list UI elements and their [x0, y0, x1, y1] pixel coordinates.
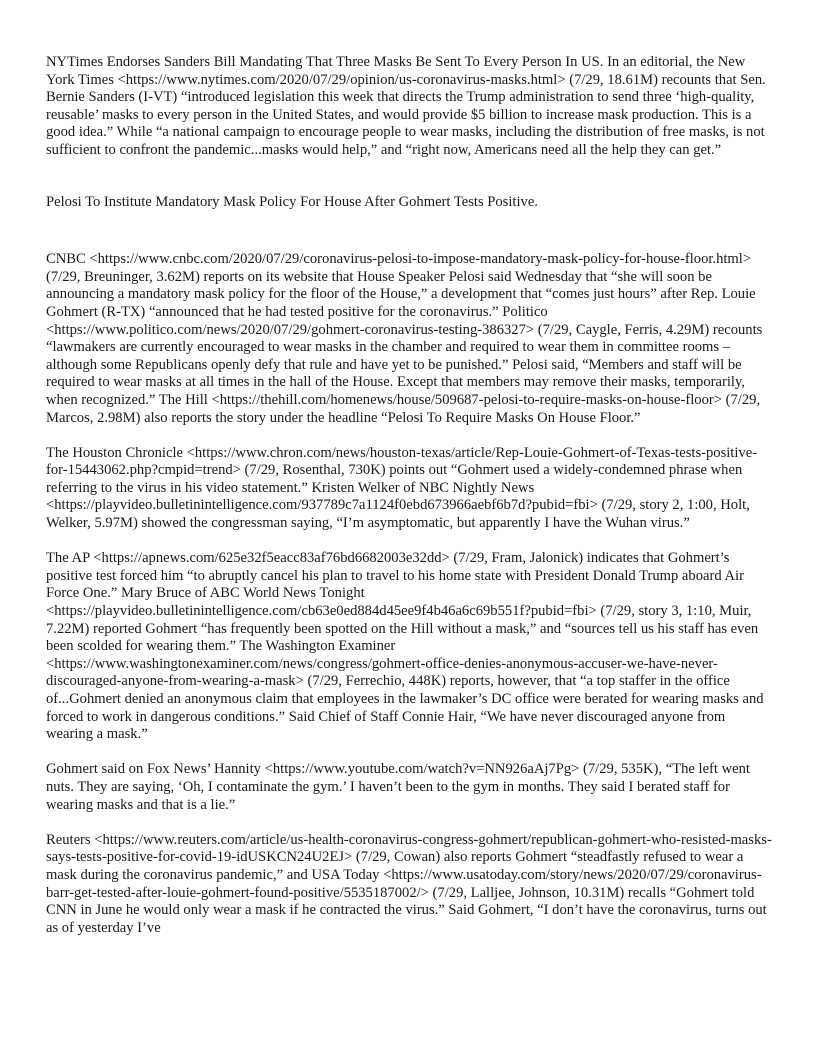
paragraph-reuters-usatoday: Reuters <https://www.reuters.com/article/us-health-coronavirus-congress-gohmert/republican-gohmert-who-resisted-masks-says-tests-positive-for-covid-19-idUSKCN24U2EJ> (7/29, Cowan) also reports Gohmert “steadfastly refused to wear a mask during the coronavirus pandemic,” and USA Today <https://www.usatoday.com/story/news/2020/07/29/coronavirus-barr-get-tested-after-louie-gohmert-found-positive/5535187002/> (7/29, Lalljee, Johnson, 10.31M) recalls “Gohmert told CNN in June he would only wear a mask if he contracted the virus.” Said Gohmert, “I don’t have the coronavirus, turns out as of yesterday I’ve — [46, 831, 772, 936]
paragraph-cnbc-politico-hill: CNBC <https://www.cnbc.com/2020/07/29/coronavirus-pelosi-to-impose-mandatory-mask-policy-for-house-floor.html> (7/29, Breuninger, 3.62M) reports on its website that House Speaker Pelosi said Wednesday that “she will soon be announcing a mandatory mask policy for the floor of the House,” a development that “comes just hours” after Rep. Louie Gohmert (R-TX) “announced that he had tested positive for the coronavirus.” Politico <https://www.politico.com/news/2020/07/29/gohmert-coronavirus-testing-386327> (7/29, Caygle, Ferris, 4.29M) recounts “lawmakers are currently encouraged to wear masks in the chamber and required to wear them in committee rooms – although some Republicans openly defy that rule and have yet to be punished.” Pelosi said, “Members and staff will be required to wear masks at all times in the hall of the House. Except that members may remove their masks, temporarily, when recognized.” The Hill <https://thehill.com/homenews/house/509687-pelosi-to-require-masks-on-house-floor> (7/29, Marcos, 2.98M) also reports the story under the headline “Pelosi To Require Masks On House Floor.” — [46, 251, 763, 426]
headline-pelosi-mask-policy: Pelosi To Institute Mandatory Mask Policy For House After Gohmert Tests Positive. — [46, 193, 538, 210]
paragraph-houston-chronicle-nbc: The Houston Chronicle <https://www.chron.com/news/houston-texas/article/Rep-Louie-Gohmert-of-Texas-tests-positive-for-15443062.php?cmpid=trend> (7/29, Rosenthal, 730K) points out “Gohmert used a widely-condemned phrase when referring to the virus in his video statement.” Kristen Welker of NBC Nightly News <https://playvideo.bulletinintelligence.com/937789c7a1124f0ebd673966aebf6b7d?pubid=fbi> (7/29, story 2, 1:00, Holt, Welker, 5.97M) showed the congressman saying, “I’m asymptomatic, but apparently I have the Wuhan virus.” — [46, 444, 758, 532]
document-page — [46, 54, 772, 937]
paragraph-fox-hannity: Gohmert said on Fox News’ Hannity <https://www.youtube.com/watch?v=NN926aAj7Pg> (7/29, 535K), “The left went nuts. They are saying, ‘Oh, I contaminate the gym.’ I haven’t been to the gym in months. They said I berated staff for wearing masks and that is a lie.” — [46, 761, 750, 813]
paragraph-ap-abc-examiner: The AP <https://apnews.com/625e32f5eacc83af76bd6682003e32dd> (7/29, Fram, Jalonick) indicates that Gohmert’s positive test forced him “to abruptly cancel his plan to travel to his home state with President Donald Trump aboard Air Force One.” Mary Bruce of ABC World News Tonight <https://playvideo.bulletinintelligence.com/cb63e0ed884d45ee9f4b46a6c69b551f?pubid=fbi> (7/29, story 3, 1:10, Muir, 7.22M) reported Gohmert “has frequently been spotted on the Hill without a mask,” and “sources tell us his staff has even been scolded for wearing them.” The Washington Examiner <https://www.washingtonexaminer.com/news/congress/gohmert-office-denies-anonymous-accuser-we-have-never-discouraged-anyone-from-wearing-a-mask> (7/29, Ferrechio, 448K) reports, however, that “a top staffer in the office of...Gohmert denied an anonymous claim that employees in the lawmaker’s DC office were berated for wearing masks and forced to work in dangerous conditions.” Said Chief of Staff Connie Hair, “We have never discouraged anyone from wearing a mask.” — [46, 550, 764, 743]
paragraph-nytimes-editorial: NYTimes Endorses Sanders Bill Mandating That Three Masks Be Sent To Every Person In US. In an editorial, the New York Times <https://www.nytimes.com/2020/07/29/opinion/us-coronavirus-masks.html> (7/29, 18.61M) recounts that Sen. Bernie Sanders (I-VT) “introduced legislation this week that directs the Trump administration to send three ‘high-quality, reusable’ masks to every person in the United States, and would provide $5 billion to increase mask production. This is a good idea.” While “a national campaign to encourage people to wear masks, including the distribution of free masks, is not sufficient to confront the pandemic...masks would help,” and “right now, Americans need all the help they can get.” — [46, 54, 766, 158]
